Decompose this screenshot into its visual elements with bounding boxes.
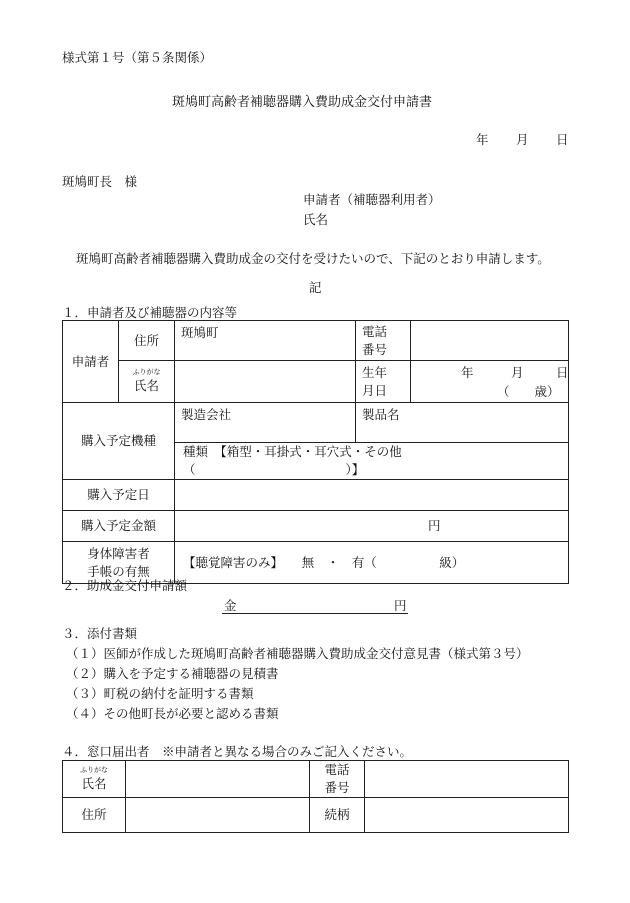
name-field[interactable] bbox=[175, 361, 356, 403]
purchase-date-label: 購入予定日 bbox=[63, 480, 175, 511]
applicant-table bbox=[62, 320, 569, 584]
counter-name-label: ふりがな 氏名 bbox=[63, 761, 126, 798]
grant-amount-field[interactable]: 金 円 bbox=[224, 598, 407, 613]
counter-applicant-table bbox=[62, 760, 569, 833]
date-day: 日 bbox=[556, 132, 569, 147]
relation-field[interactable] bbox=[365, 798, 569, 833]
maker-field[interactable]: 製造会社 bbox=[175, 403, 356, 443]
attachment-item: （１）医師が作成した斑鳩町高齢者補聴器購入費助成金交付意見書（様式第３号） bbox=[66, 646, 529, 661]
date-month: 月 bbox=[516, 132, 529, 147]
name-label-cell: ふりがな 氏名 bbox=[119, 361, 175, 403]
addressee: 斑鳩町長 様 bbox=[62, 174, 138, 189]
intro-text: 斑鳩町高齢者補聴器購入費助成金の交付を受けたいので、下記のとおり申請します。 bbox=[76, 251, 550, 266]
section4-heading: ４．窓口届出者 ※申請者と異なる場合のみご記入ください。 bbox=[62, 744, 413, 759]
counter-name-field[interactable] bbox=[126, 761, 310, 798]
date-year: 年 bbox=[476, 132, 489, 147]
address-field[interactable]: 斑鳩町 bbox=[175, 321, 356, 361]
disability-label: 身体障害者 手帳の有無 bbox=[63, 542, 175, 584]
product-field[interactable]: 製品名 bbox=[356, 403, 569, 443]
counter-phone-field[interactable] bbox=[365, 761, 569, 798]
model-label: 購入予定機種 bbox=[63, 403, 175, 480]
disability-field[interactable]: 【聴覚障害のみ】 無 ・ 有（ 級） bbox=[175, 542, 569, 584]
purchase-amount-field[interactable]: 円 bbox=[175, 511, 569, 542]
section2-heading: ２．助成金交付申請額 bbox=[62, 578, 188, 593]
purchase-date-field[interactable] bbox=[175, 480, 569, 511]
counter-address-label: 住所 bbox=[63, 798, 126, 833]
counter-phone-label: 電話 番号 bbox=[310, 761, 365, 798]
phone-field[interactable] bbox=[411, 321, 569, 361]
section1-heading: １．申請者及び補聴器の内容等 bbox=[62, 305, 238, 320]
form-number: 様式第１号（第５条関係） bbox=[62, 50, 213, 65]
attachment-item: （２）購入を予定する補聴器の見積書 bbox=[66, 666, 279, 681]
address-label: 住所 bbox=[119, 321, 175, 361]
section3-heading: ３．添付書類 bbox=[62, 626, 138, 641]
phone-label: 電話 番号 bbox=[356, 321, 411, 361]
name-label: 氏名 bbox=[303, 212, 329, 227]
purchase-amount-label: 購入予定金額 bbox=[63, 511, 175, 542]
birth-field[interactable]: 年 月 日 （ 歳） bbox=[411, 361, 569, 403]
birth-label: 生年 月日 bbox=[356, 361, 411, 403]
page-title: 斑鳩町高齢者補聴器購入費助成金交付申請書 bbox=[172, 95, 433, 110]
ki-mark: 記 bbox=[309, 280, 322, 295]
type-field[interactable]: 種類 【箱型・耳掛式・耳穴式・その他（ ）】 bbox=[175, 443, 569, 480]
relation-label: 続柄 bbox=[310, 798, 365, 833]
applicant-header: 申請者 bbox=[63, 321, 119, 403]
attachment-item: （４）その他町長が必要と認める書類 bbox=[66, 706, 279, 721]
attachment-item: （３）町税の納付を証明する書類 bbox=[66, 686, 254, 701]
counter-address-field[interactable] bbox=[126, 798, 310, 833]
applicant-label: 申請者（補聴器利用者） bbox=[303, 192, 441, 207]
